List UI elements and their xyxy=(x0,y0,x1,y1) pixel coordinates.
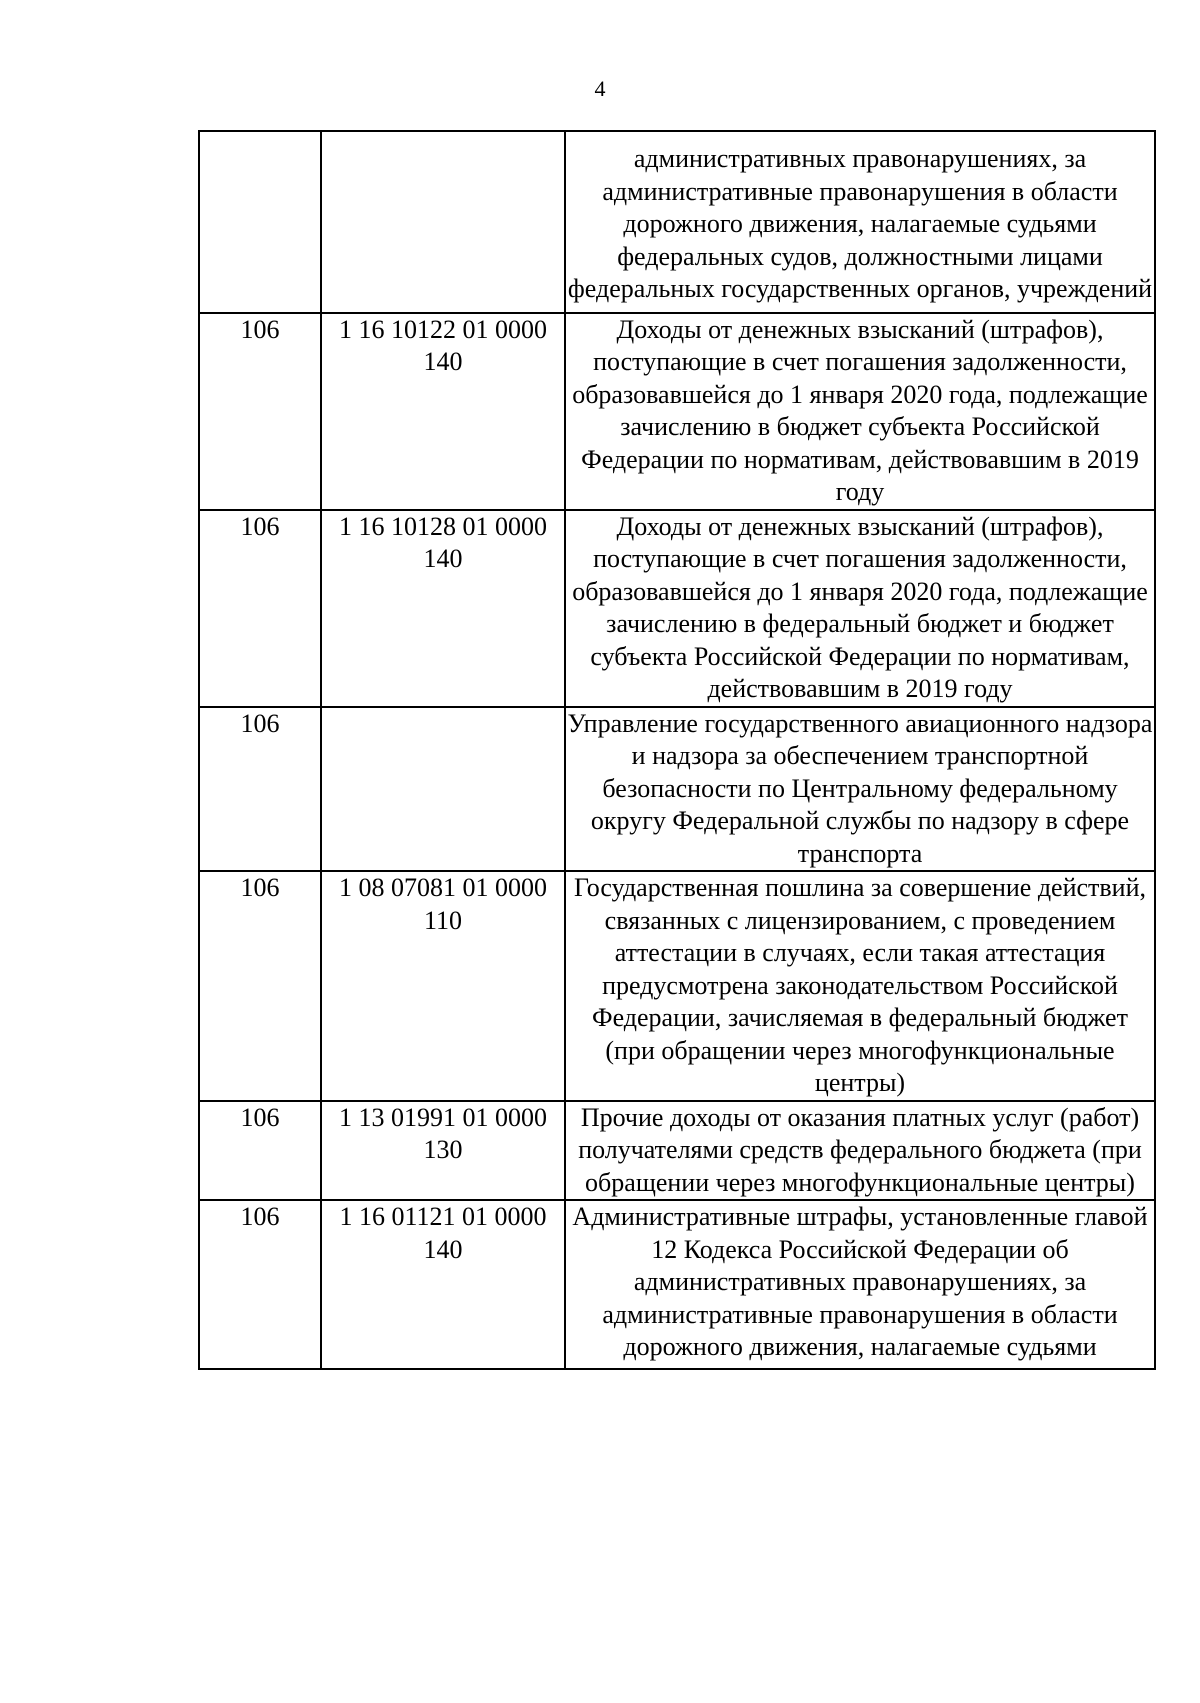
admin-code-cell: 106 xyxy=(199,871,321,1101)
description-cell: Прочие доходы от оказания платных услуг (работ) получателями средств федерального бюджета (при обращении через многофункциональные центры) xyxy=(565,1101,1155,1201)
budget-code-cell xyxy=(321,871,565,1101)
budget-code-main: 1 16 01121 01 0000 xyxy=(339,1202,547,1231)
table-row xyxy=(199,131,1155,313)
admin-code-cell: 106 xyxy=(199,510,321,707)
table-row xyxy=(199,313,1155,510)
description-cell: Административные штрафы, установленные главой 12 Кодекса Российской Федерации об административных правонарушениях, за административные правонарушения в области дорожного движения, налагаемые судьями xyxy=(565,1200,1155,1369)
budget-code-main: 1 13 01991 01 0000 xyxy=(339,1102,547,1132)
admin-code-cell: 106 xyxy=(199,313,321,510)
admin-code-cell: 106 xyxy=(199,707,321,872)
budget-code-cell xyxy=(321,510,565,707)
budget-code-cell xyxy=(321,1200,565,1369)
description-cell: Государственная пошлина за совершение действий, связанных с лицензированием, с проведением аттестации в случаях, если такая аттестация предусмотрена законодательством Российской Федерации, зачисляемая в федеральный бюджет (при обращении через многофункциональные центры) xyxy=(565,871,1155,1101)
admin-code-cell: 106 xyxy=(199,1101,321,1201)
budget-code-subtype: 110 xyxy=(423,905,463,935)
table-row xyxy=(199,707,1155,872)
budget-code-cell xyxy=(321,1101,565,1201)
budget-code-cell xyxy=(321,707,565,872)
budget-code-subtype: 140 xyxy=(423,347,463,376)
description-cell: Доходы от денежных взысканий (штрафов), поступающие в счет погашения задолженности, образовавшейся до 1 января 2020 года, подлежащие зачислению в федеральный бюджет и бюджет субъекта Российской Федерации по нормативам, действовавшим в 2019 году xyxy=(565,510,1155,707)
admin-code-cell: 106 xyxy=(199,1200,321,1369)
budget-code-subtype: 140 xyxy=(423,544,463,573)
budget-code-cell xyxy=(321,131,565,313)
table-row xyxy=(199,1101,1155,1201)
admin-code-cell xyxy=(199,131,321,313)
table-row xyxy=(199,1200,1155,1369)
description-cell: Доходы от денежных взысканий (штрафов), поступающие в счет погашения задолженности, образовавшейся до 1 января 2020 года, подлежащие зачислению в бюджет субъекта Российской Федерации по нормативам, действовавшим в 2019 году xyxy=(565,313,1155,510)
description-cell: Управление государственного авиационного надзора и надзора за обеспечением транспортной безопасности по Центральному федеральному округу Федеральной службы по надзору в сфере транспорта xyxy=(565,707,1155,872)
revenue-codes-table xyxy=(198,130,1156,1370)
table-row xyxy=(199,871,1155,1101)
budget-code-subtype: 130 xyxy=(423,1135,463,1164)
description-cell: административных правонарушениях, за административные правонарушения в области дорожного движения, налагаемые судьями федеральных судов, должностными лицами федеральных государственных органов, учреждений xyxy=(565,131,1155,313)
budget-code-main: 1 08 07081 01 0000 xyxy=(339,873,547,902)
budget-code-main: 1 16 10122 01 0000 xyxy=(339,314,547,344)
page-number: 4 xyxy=(594,76,606,101)
budget-code-main: 1 16 10128 01 0000 xyxy=(339,511,547,541)
budget-code-cell xyxy=(321,313,565,510)
table-row xyxy=(199,510,1155,707)
budget-code-subtype: 140 xyxy=(423,1234,463,1264)
